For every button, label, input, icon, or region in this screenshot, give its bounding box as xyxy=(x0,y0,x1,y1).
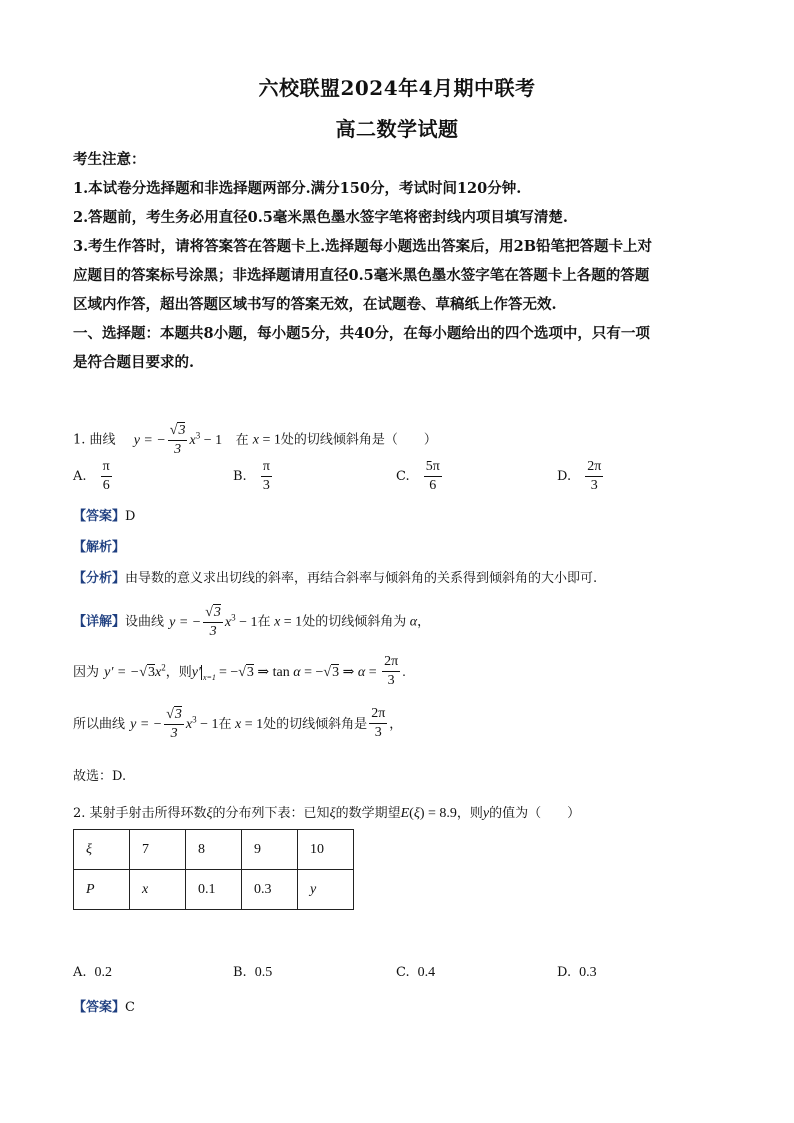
q1-option-a[interactable]: A. $\frac{\pi}{6}$ xyxy=(73,459,110,493)
answer-tag: 【答案】 xyxy=(73,509,126,524)
table-cell: P xyxy=(74,870,130,910)
distribution-table xyxy=(73,829,354,910)
table-cell: 8 xyxy=(186,830,242,870)
q1-point: x = 1 xyxy=(252,432,281,448)
notice-line-3c: 区域内作答，超出答题区域书写的答案无效，在试题卷、草稿纸上作答无效. xyxy=(73,296,557,313)
table-cell: 7 xyxy=(130,830,186,870)
q2-option-c[interactable]: C. 0.4 xyxy=(396,965,436,980)
notice-line-3a: 3.考生作答时，请将答案答在答题卡上.选择题每小题选出答案后，用2B铅笔把答题卡上对 xyxy=(73,238,653,255)
notice-line-1: 1.本试卷分选择题和非选择题两部分.满分150分，考试时间120分钟. xyxy=(73,180,522,197)
q2-answer: C xyxy=(125,1000,135,1015)
q1-fenxi-line xyxy=(73,567,597,586)
detail-formula: y = − $\frac{√3}{3}$ $x^3 - 1$ xyxy=(169,605,258,639)
q1-derivative-line: 因为 $y' = -√3x^2$，则y′ $_{x=1}$ = −√3 ⇒ tan α = −√3 ⇒ α = $\frac{2\pi}{3}$ . xyxy=(73,654,406,688)
q1-curve-formula: y = − $\frac{√3}{3}$ $x^3 - 1$ xyxy=(133,423,223,457)
table-cell: 9 xyxy=(242,830,298,870)
q1-conclusion-line: 所以曲线 y = − $\frac{√3}{3}$ $x^3 - 1$在 x = 1处的切线倾斜角是 $\frac{2\pi}{3}$ ， xyxy=(73,706,403,742)
fenxi-text: 由导数的意义求出切线的斜率，再结合斜率与倾斜角的关系得到倾斜角的大小即可. xyxy=(125,571,598,586)
table-row xyxy=(74,870,354,910)
table-cell: 0.3 xyxy=(242,870,298,910)
notice-heading: 考生注意： xyxy=(73,151,146,168)
q1-suffix: 处的切线倾斜角是（ ） xyxy=(280,432,437,448)
q1-at: 在 xyxy=(235,432,249,448)
fenxi-tag: 【分析】 xyxy=(73,571,126,586)
q2-option-a[interactable]: A. 0.2 xyxy=(73,965,113,980)
q1-answer-line xyxy=(73,505,135,524)
q1-option-d[interactable]: D. $\frac{2\pi}{3}$ xyxy=(557,459,602,493)
answer-tag: 【答案】 xyxy=(73,1000,126,1015)
table-cell: x xyxy=(130,870,186,910)
question-1-stem xyxy=(73,424,437,457)
question-2-stem: 2. 某射手射击所得环数ξ的分布列下表：已知ξ的数学期望E(ξ) = 8.9，则y的值为（ ） xyxy=(73,806,581,821)
table-row xyxy=(74,830,354,870)
q1-answer: D xyxy=(125,509,136,524)
detail-tag: 【详解】 xyxy=(73,614,126,630)
q1-option-c[interactable]: C. $\frac{5\pi}{6}$ xyxy=(396,459,440,493)
notice-line-3b: 应题目的答案标号涂黑；非选择题请用直径0.5毫米黑色墨水签字笔在答题卡上各题的答题 xyxy=(73,267,650,284)
exam-title: 六校联盟2024年4月期中联考 xyxy=(258,76,536,100)
q2-option-d[interactable]: D. 0.3 xyxy=(557,965,597,980)
q1-option-b[interactable]: B. $\frac{\pi}{3}$ xyxy=(233,459,270,493)
table-cell: 0.1 xyxy=(186,870,242,910)
q2-option-b[interactable]: B. 0.5 xyxy=(233,965,273,980)
q1-detail-line: 【详解】设曲线 y = − $\frac{√3}{3}$ $x^3 - 1$在 x = 1处的切线倾斜角为 α， xyxy=(73,605,431,639)
section-heading-b: 是符合题目要求的. xyxy=(73,354,195,371)
q1-prefix: 1. 曲线 xyxy=(73,432,116,448)
q1-final-choice: 故选：D. xyxy=(73,769,127,784)
table-cell: y xyxy=(298,870,354,910)
analysis-tag: 【解析】 xyxy=(73,540,126,555)
table-cell: ξ xyxy=(74,830,130,870)
notice-block xyxy=(73,145,652,377)
q1-analysis-line xyxy=(73,536,125,555)
section-heading-a: 一、选择题：本题共8小题，每小题5分，共40分，在每小题给出的四个选项中，只有一项 xyxy=(73,325,650,342)
q2-answer-line xyxy=(73,996,135,1015)
notice-line-2: 2.答题前，考生务必用直径0.5毫米黑色墨水签字笔将密封线内项目填写清楚. xyxy=(73,209,568,226)
table-cell: 10 xyxy=(298,830,354,870)
exam-subtitle: 高二数学试题 xyxy=(335,117,459,141)
